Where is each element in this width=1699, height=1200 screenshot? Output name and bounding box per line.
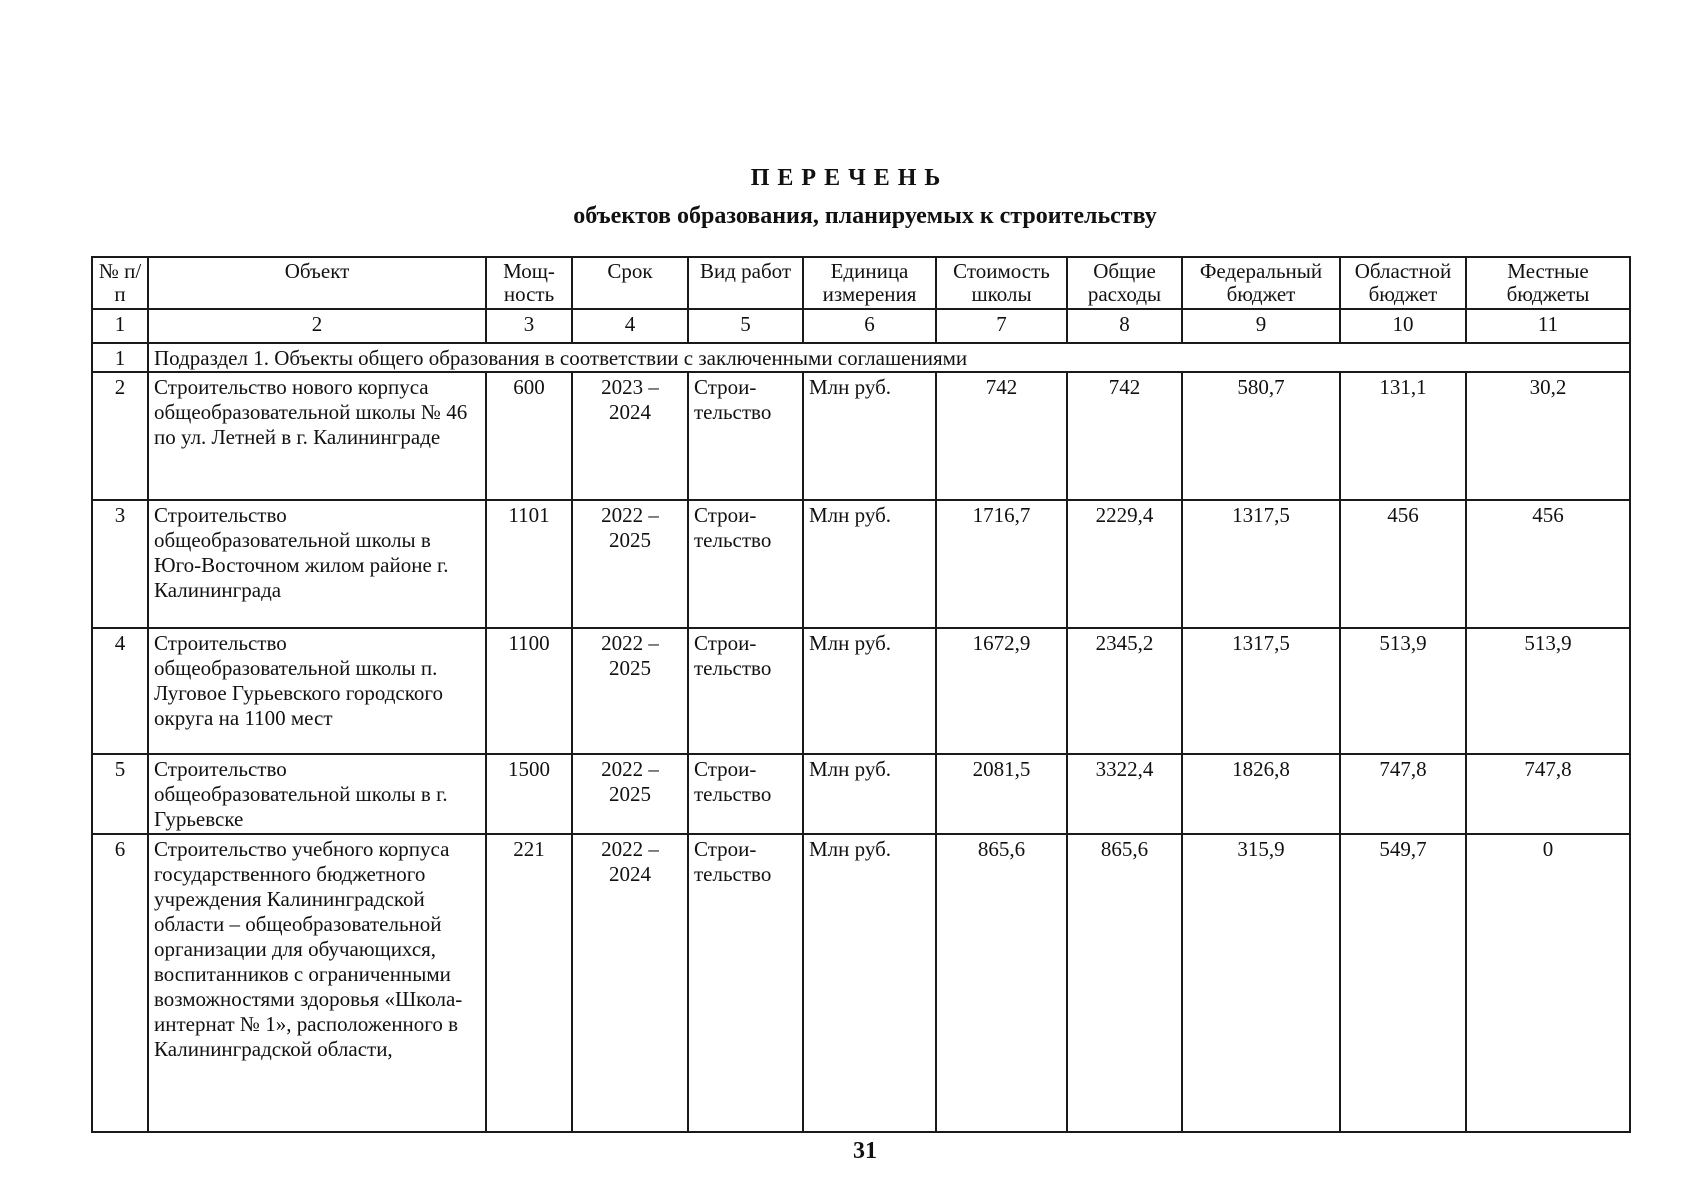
header-cell: Местные бюджеты (1466, 257, 1630, 309)
unit-cell: Млн руб. (803, 754, 936, 834)
term-cell: 2022 – 2024 (572, 834, 688, 1132)
header-cell: Общие расходы (1067, 257, 1182, 309)
document-title: ПЕРЕЧЕНЬ (750, 165, 949, 191)
header-cell: Срок (572, 257, 688, 309)
column-number-cell: 3 (486, 309, 572, 343)
term-cell: 2022 – 2025 (572, 628, 688, 754)
column-number-cell: 11 (1466, 309, 1630, 343)
federal-budget-cell: 580,7 (1182, 372, 1340, 500)
local-budgets-cell: 30,2 (1466, 372, 1630, 500)
school-cost-cell: 1672,9 (936, 628, 1067, 754)
column-number-row (92, 309, 1630, 343)
unit-cell: Млн руб. (803, 834, 936, 1132)
object-cell: Строительство общеобразовательной школы в г. Гурьевске (148, 754, 486, 834)
subsection-row (92, 343, 1630, 372)
federal-budget-cell: 1317,5 (1182, 628, 1340, 754)
local-budgets-cell: 456 (1466, 500, 1630, 628)
header-row (92, 257, 1630, 309)
header-cell: Вид работ (688, 257, 803, 309)
column-number-cell: 7 (936, 309, 1067, 343)
regional-budget-cell: 513,9 (1340, 628, 1466, 754)
table-row (92, 500, 1630, 628)
object-cell: Строительство общеобразовательной школы п. Луговое Гурьевского городского округа на 1100 мест (148, 628, 486, 754)
unit-cell: Млн руб. (803, 372, 936, 500)
construction-objects-table (91, 256, 1631, 1133)
row-number: 2 (92, 372, 148, 500)
total-expenses-cell: 865,6 (1067, 834, 1182, 1132)
total-expenses-cell: 742 (1067, 372, 1182, 500)
unit-cell: Млн руб. (803, 628, 936, 754)
term-cell: 2022 – 2025 (572, 500, 688, 628)
column-number-cell: 1 (92, 309, 148, 343)
regional-budget-cell: 456 (1340, 500, 1466, 628)
unit-cell: Млн руб. (803, 500, 936, 628)
header-cell: Областной бюджет (1340, 257, 1466, 309)
work-type-cell: Строи-тельство (688, 500, 803, 628)
column-number-cell: 6 (803, 309, 936, 343)
table-row (92, 628, 1630, 754)
work-type-cell: Строи-тельство (688, 754, 803, 834)
table-row (92, 834, 1630, 1132)
regional-budget-cell: 549,7 (1340, 834, 1466, 1132)
table-row (92, 372, 1630, 500)
total-expenses-cell: 2345,2 (1067, 628, 1182, 754)
row-number: 4 (92, 628, 148, 754)
object-cell: Строительство учебного корпуса государственного бюджетного учреждения Калининградской области – общеобразовательной организации для обучающихся, воспитанников с ограниченными возможностями здоровья «Школа-интернат № 1», расположенного в Калининградской области, (148, 834, 486, 1132)
school-cost-cell: 865,6 (936, 834, 1067, 1132)
capacity-cell: 1101 (486, 500, 572, 628)
federal-budget-cell: 1826,8 (1182, 754, 1340, 834)
subsection-number: 1 (92, 343, 148, 372)
row-number: 5 (92, 754, 148, 834)
capacity-cell: 1500 (486, 754, 572, 834)
term-cell: 2023 – 2024 (572, 372, 688, 500)
header-cell: Объект (148, 257, 486, 309)
total-expenses-cell: 3322,4 (1067, 754, 1182, 834)
column-number-cell: 10 (1340, 309, 1466, 343)
row-number: 6 (92, 834, 148, 1132)
object-cell: Строительство нового корпуса общеобразовательной школы № 46 по ул. Летней в г. Калининграде (148, 372, 486, 500)
school-cost-cell: 2081,5 (936, 754, 1067, 834)
column-number-cell: 5 (688, 309, 803, 343)
local-budgets-cell: 0 (1466, 834, 1630, 1132)
column-number-cell: 2 (148, 309, 486, 343)
row-number: 3 (92, 500, 148, 628)
total-expenses-cell: 2229,4 (1067, 500, 1182, 628)
column-number-cell: 4 (572, 309, 688, 343)
capacity-cell: 600 (486, 372, 572, 500)
regional-budget-cell: 747,8 (1340, 754, 1466, 834)
subsection-title: Подраздел 1. Объекты общего образования в соответствии с заключенными соглашениями (148, 343, 1630, 372)
object-cell: Строительство общеобразовательной школы в Юго-Восточном жилом районе г. Калининграда (148, 500, 486, 628)
school-cost-cell: 742 (936, 372, 1067, 500)
school-cost-cell: 1716,7 (936, 500, 1067, 628)
regional-budget-cell: 131,1 (1340, 372, 1466, 500)
work-type-cell: Строи-тельство (688, 834, 803, 1132)
capacity-cell: 1100 (486, 628, 572, 754)
work-type-cell: Строи-тельство (688, 628, 803, 754)
local-budgets-cell: 513,9 (1466, 628, 1630, 754)
header-cell: № п/п (92, 257, 148, 309)
table-row (92, 754, 1630, 834)
local-budgets-cell: 747,8 (1466, 754, 1630, 834)
term-cell: 2022 – 2025 (572, 754, 688, 834)
document-subtitle: объектов образования, планируемых к строительству (573, 203, 1157, 229)
federal-budget-cell: 1317,5 (1182, 500, 1340, 628)
capacity-cell: 221 (486, 834, 572, 1132)
federal-budget-cell: 315,9 (1182, 834, 1340, 1132)
header-cell: Мощ-ность (486, 257, 572, 309)
header-cell: Единица измерения (803, 257, 936, 309)
column-number-cell: 8 (1067, 309, 1182, 343)
header-cell: Стоимость школы (936, 257, 1067, 309)
header-cell: Федеральный бюджет (1182, 257, 1340, 309)
page-number: 31 (853, 1138, 877, 1164)
work-type-cell: Строи-тельство (688, 372, 803, 500)
column-number-cell: 9 (1182, 309, 1340, 343)
